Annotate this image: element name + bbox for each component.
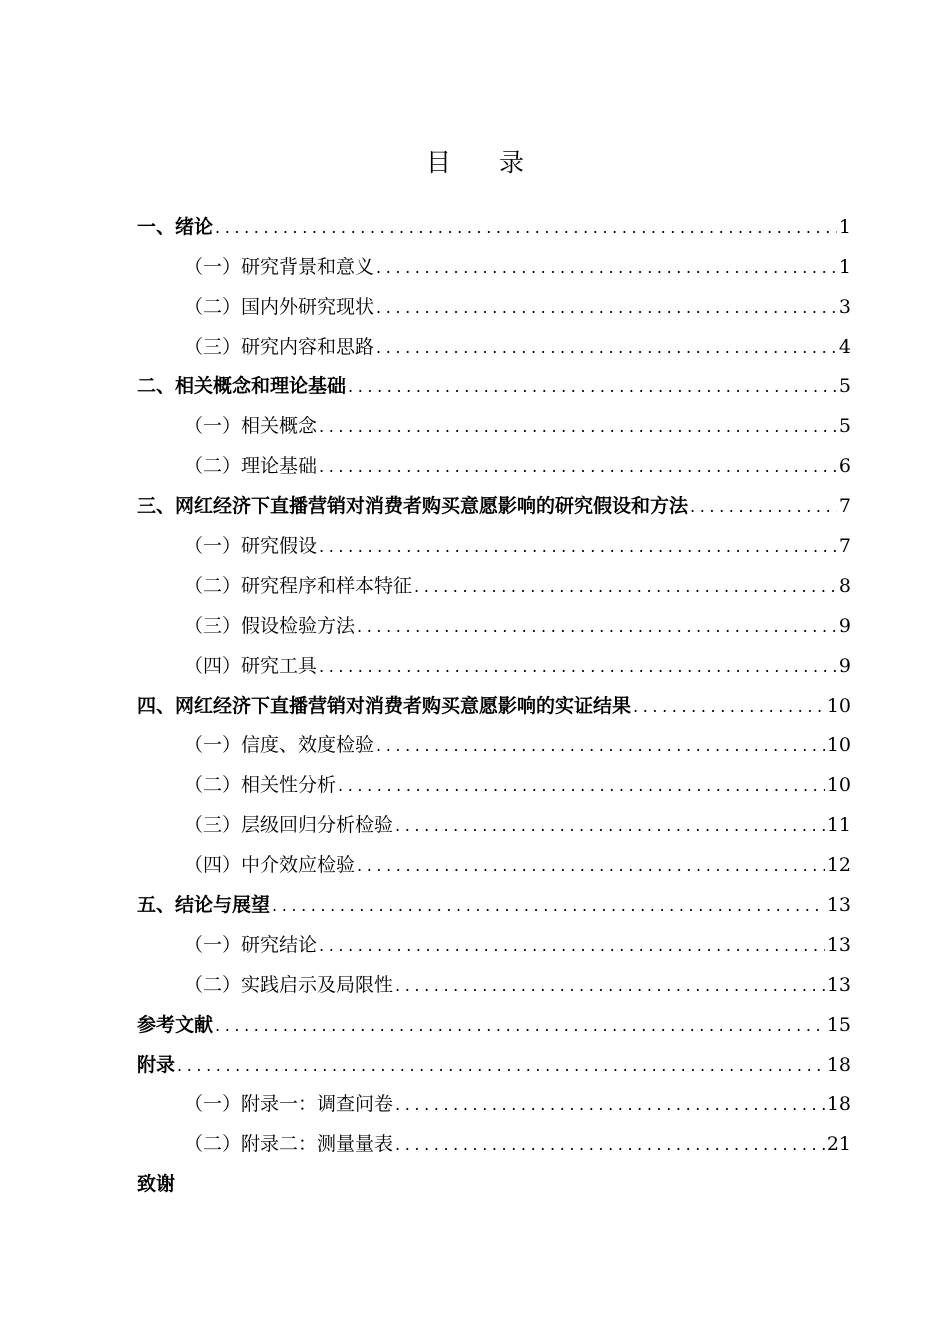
toc-dot-leader xyxy=(376,248,837,287)
toc-entry[interactable] xyxy=(137,446,851,486)
toc-entry-page: 10 xyxy=(826,774,851,797)
toc-dot-leader xyxy=(319,407,837,446)
toc-entry[interactable] xyxy=(137,1085,851,1125)
toc-entry-label: （二）国内外研究现状 xyxy=(184,295,375,318)
toc-entry-label: （一）研究结论 xyxy=(184,933,318,956)
toc-dot-leader xyxy=(319,647,837,686)
toc-dot-leader xyxy=(633,687,825,726)
toc-dot-leader xyxy=(215,1006,825,1045)
toc-dot-leader xyxy=(414,567,837,606)
toc-entry-label: （三）层级回归分析检验 xyxy=(184,814,394,837)
toc-title-left: 目 xyxy=(425,148,451,177)
toc-entry-label: （二）研究程序和样本特征 xyxy=(184,574,413,597)
toc-entry-label: （二）相关性分析 xyxy=(184,774,337,797)
toc-entry-label: （二）实践启示及局限性 xyxy=(184,973,394,996)
toc-entry-page: 7 xyxy=(838,495,851,518)
toc-entry-label: （一）信度、效度检验 xyxy=(184,734,375,757)
toc-entry-label: （二）理论基础 xyxy=(184,455,318,478)
toc-dot-leader xyxy=(357,846,825,885)
toc-entry-label: 三、网红经济下直播营销对消费者购买意愿影响的研究假设和方法 xyxy=(137,495,689,518)
toc-dot-leader xyxy=(395,966,825,1005)
toc-entry-page: 9 xyxy=(838,614,851,637)
toc-dot-leader xyxy=(357,607,837,646)
toc-entry[interactable] xyxy=(137,287,851,327)
toc-dot-leader xyxy=(272,886,825,925)
toc-entry-page: 18 xyxy=(826,1093,851,1116)
toc-entry-label: （一）附录一：调查问卷 xyxy=(184,1093,394,1116)
toc-entry-page: 11 xyxy=(826,814,851,837)
toc-entry-label: 参考文献 xyxy=(137,1013,214,1036)
toc-entry-page: 6 xyxy=(838,455,851,478)
toc-entry-label: （一）研究背景和意义 xyxy=(184,255,375,278)
toc-entry-page: 10 xyxy=(826,694,851,717)
toc-entry[interactable] xyxy=(137,1005,851,1045)
toc-entry-page: 8 xyxy=(838,574,851,597)
toc-entry-label: 致谢 xyxy=(137,1173,176,1196)
toc-entry[interactable] xyxy=(137,1045,851,1085)
toc-dot-leader xyxy=(395,1085,825,1124)
toc-entry-page: 18 xyxy=(826,1053,851,1076)
toc-title-right: 录 xyxy=(499,148,525,177)
toc-title xyxy=(0,145,950,181)
toc-entry-label: （一）研究假设 xyxy=(184,535,318,558)
toc-entry[interactable] xyxy=(137,845,851,885)
toc-entry[interactable] xyxy=(137,1124,851,1164)
toc-dot-leader xyxy=(690,487,837,526)
toc-entry-page: 4 xyxy=(838,335,851,358)
toc-dot-leader xyxy=(376,726,825,765)
toc-entry[interactable] xyxy=(137,566,851,606)
toc-entry[interactable] xyxy=(137,207,851,247)
toc-entry[interactable] xyxy=(137,406,851,446)
toc-entry[interactable] xyxy=(137,765,851,805)
toc-entry-label: （三）假设检验方法 xyxy=(184,614,356,637)
toc-entry-page: 21 xyxy=(826,1133,851,1156)
toc-dot-leader xyxy=(319,527,837,566)
table-of-contents xyxy=(137,207,851,1204)
toc-entry-label: 附录 xyxy=(137,1053,176,1076)
toc-entry-page: 1 xyxy=(838,215,851,238)
toc-dot-leader xyxy=(395,806,825,845)
toc-entry-page: 13 xyxy=(826,894,851,917)
toc-entry[interactable] xyxy=(137,486,851,526)
toc-entry-page: 9 xyxy=(838,654,851,677)
toc-dot-leader xyxy=(338,766,825,805)
toc-entry[interactable] xyxy=(137,247,851,287)
toc-entry-label: （二）附录二：测量量表 xyxy=(184,1133,394,1156)
toc-entry-page: 5 xyxy=(838,415,851,438)
toc-entry-page: 13 xyxy=(826,933,851,956)
toc-entry-page: 5 xyxy=(838,375,851,398)
toc-entry[interactable] xyxy=(137,925,851,965)
toc-dot-leader xyxy=(348,367,837,406)
toc-entry-page: 10 xyxy=(826,734,851,757)
toc-entry-label: 二、相关概念和理论基础 xyxy=(137,375,347,398)
toc-entry[interactable] xyxy=(137,686,851,726)
toc-entry[interactable] xyxy=(137,965,851,1005)
toc-entry-page: 13 xyxy=(826,973,851,996)
toc-dot-leader xyxy=(177,1046,825,1085)
toc-entry[interactable] xyxy=(137,367,851,407)
toc-entry-page: 3 xyxy=(838,295,851,318)
toc-entry[interactable] xyxy=(137,327,851,367)
toc-dot-leader xyxy=(319,447,837,486)
toc-entry-label: （一）相关概念 xyxy=(184,415,318,438)
toc-dot-leader xyxy=(215,208,837,247)
toc-entry-label: （四）研究工具 xyxy=(184,654,318,677)
toc-entry-label: （四）中介效应检验 xyxy=(184,854,356,877)
toc-dot-leader xyxy=(376,328,837,367)
toc-dot-leader xyxy=(319,926,825,965)
toc-entry-page: 15 xyxy=(826,1013,851,1036)
toc-entry-page: 7 xyxy=(838,535,851,558)
toc-entry[interactable] xyxy=(137,646,851,686)
toc-entry-label: 四、网红经济下直播营销对消费者购买意愿影响的实证结果 xyxy=(137,694,632,717)
toc-entry[interactable] xyxy=(137,885,851,925)
toc-entry[interactable] xyxy=(137,726,851,766)
toc-entry-label: 五、结论与展望 xyxy=(137,894,271,917)
toc-entry-label: （三）研究内容和思路 xyxy=(184,335,375,358)
toc-dot-leader xyxy=(395,1125,825,1164)
toc-entry[interactable] xyxy=(137,1164,851,1204)
toc-entry[interactable] xyxy=(137,805,851,845)
toc-dot-leader xyxy=(376,288,837,327)
toc-entry[interactable] xyxy=(137,526,851,566)
toc-entry-page: 1 xyxy=(838,255,851,278)
toc-entry[interactable] xyxy=(137,606,851,646)
toc-entry-page: 12 xyxy=(826,854,851,877)
toc-entry-label: 一、绪论 xyxy=(137,215,214,238)
